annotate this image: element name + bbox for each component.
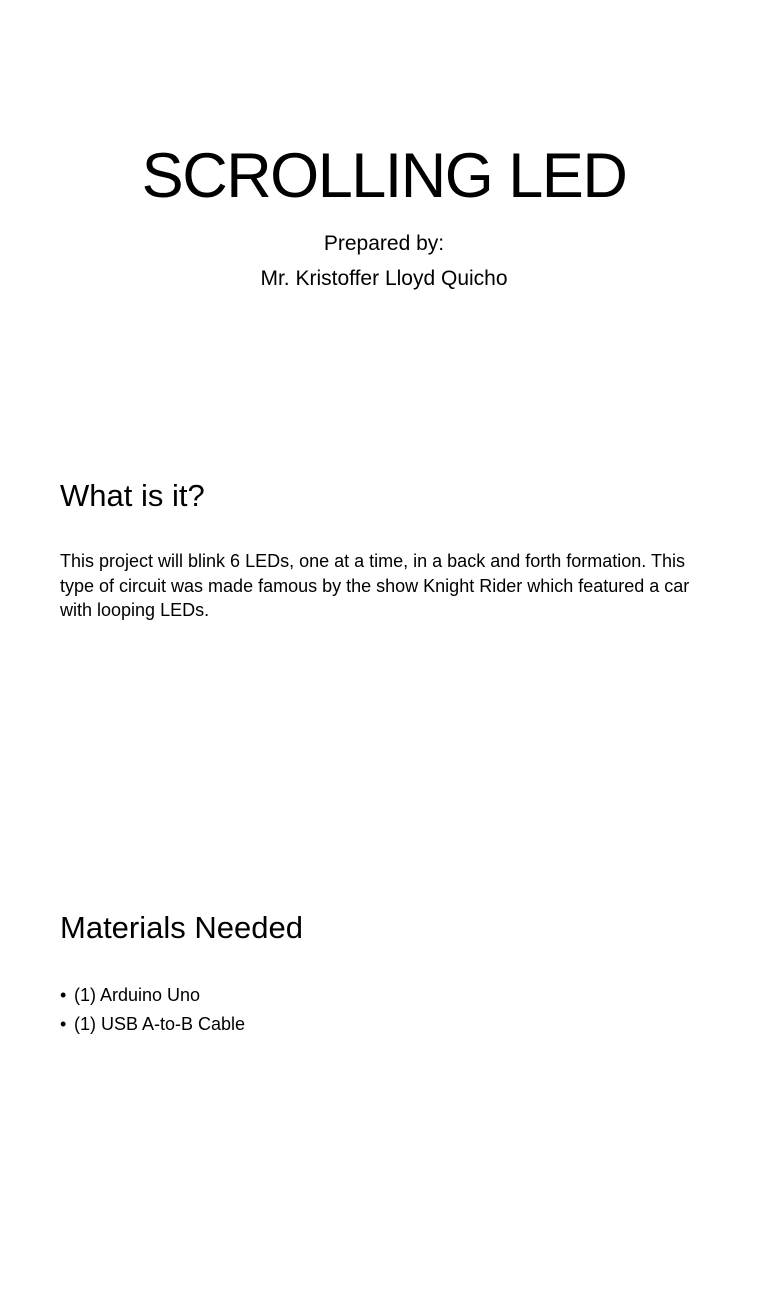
list-item (60, 1010, 245, 1039)
list-item-text: (1) Arduino Uno (74, 985, 201, 1005)
slide-body-text: This project will blink 6 LEDs, one at a time, in a back and forth formation. This type of circuit was made famous by the show Knight Rider which featured a car with looping LEDs. (60, 551, 690, 620)
list-item-text: (1) USB A-to-B Cable (74, 1014, 246, 1034)
prepared-by-label: Prepared by: (323, 232, 445, 255)
list-item (60, 981, 245, 1010)
bullet-icon: • (60, 985, 67, 1005)
title-slide (0, 0, 768, 432)
materials-list (60, 981, 245, 1039)
author-name: Mr. Kristoffer Lloyd Quicho (260, 267, 508, 290)
slide-title: SCROLLING LED (141, 141, 627, 211)
what-is-it-slide (0, 432, 768, 864)
slide-heading: What is it? (60, 478, 205, 513)
slide-heading: Materials Needed (60, 910, 303, 945)
materials-slide (0, 864, 768, 1296)
bullet-icon: • (60, 1014, 67, 1034)
